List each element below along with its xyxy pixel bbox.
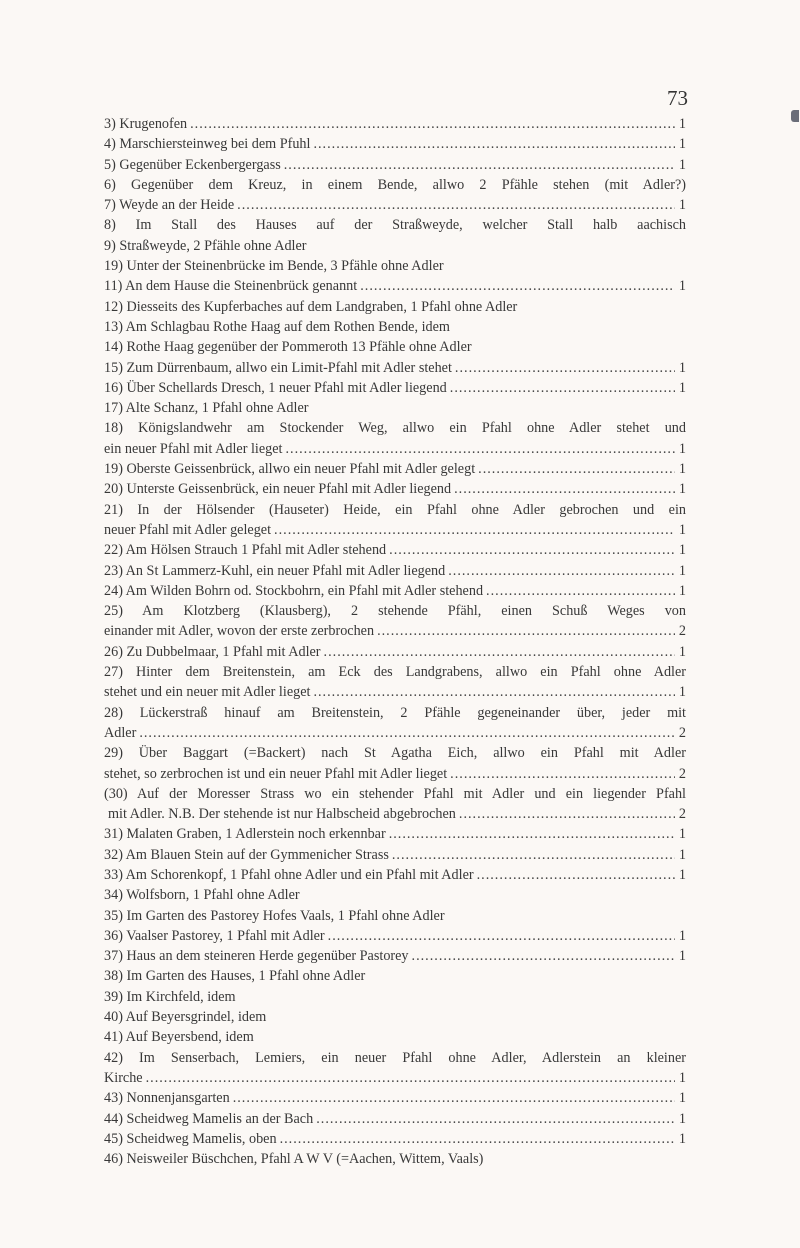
list-item	[104, 1007, 686, 1027]
page-edge-mark	[791, 110, 799, 122]
dot-leader	[448, 561, 675, 581]
list-item	[104, 987, 686, 1007]
list-item	[104, 926, 686, 946]
dot-leader	[477, 865, 675, 885]
entry-line	[104, 378, 686, 398]
dot-leader	[237, 195, 675, 215]
entry-text: 13) Am Schlagbau Rothe Haag auf dem Rothen Bende, idem	[104, 318, 450, 335]
entry-count: 2	[678, 623, 686, 640]
entry-text: 28) Lückerstraß hinauf am Breitenstein, 2 Pfähle gegeneinander über, jeder mit	[104, 704, 686, 721]
entry-line	[104, 561, 686, 581]
entry-line	[104, 256, 686, 276]
entry-line	[104, 1068, 686, 1088]
list-item	[104, 540, 686, 560]
entry-count: 1	[678, 684, 686, 701]
entry-count: 1	[678, 1090, 686, 1107]
entry-count: 1	[678, 927, 686, 944]
entry-text: 16) Über Schellards Dresch, 1 neuer Pfahl mit Adler liegend	[104, 379, 447, 396]
dot-leader	[389, 540, 675, 560]
dot-leader	[377, 621, 675, 641]
entry-text: stehet, so zerbrochen ist und ein neuer Pfahl mit Adler lieget	[104, 765, 448, 782]
list-item	[104, 561, 686, 581]
entry-count: 1	[678, 948, 686, 965]
entry-text: 39) Im Kirchfeld, idem	[104, 988, 236, 1005]
entry-text: 22) Am Hölsen Strauch 1 Pfahl mit Adler stehend	[104, 542, 387, 559]
list-item	[104, 398, 686, 418]
list-item	[104, 906, 686, 926]
entry-count: 1	[678, 521, 686, 538]
list-item	[104, 1109, 686, 1129]
entry-text: neuer Pfahl mit Adler geleget	[104, 521, 272, 538]
boundary-marker-list	[104, 114, 686, 1169]
entry-text: 26) Zu Dubbelmaar, 1 Pfahl mit Adler	[104, 643, 321, 660]
entry-line	[104, 337, 686, 357]
list-item	[104, 784, 686, 825]
dot-leader	[454, 479, 675, 499]
entry-line	[104, 155, 686, 175]
entry-text: 17) Alte Schanz, 1 Pfahl ohne Adler	[104, 400, 309, 417]
list-item	[104, 500, 686, 541]
entry-text: 4) Marschiersteinweg bei dem Pfuhl	[104, 136, 311, 153]
dot-leader	[233, 1088, 675, 1108]
entry-text: 40) Auf Beyersgrindel, idem	[104, 1009, 267, 1026]
entry-text: ein neuer Pfahl mit Adler lieget	[104, 440, 283, 457]
list-item	[104, 418, 686, 459]
entry-count: 1	[678, 826, 686, 843]
dot-leader	[412, 946, 675, 966]
entry-text: 11) An dem Hause die Steinenbrück genannt	[104, 278, 358, 295]
entry-text: 20) Unterste Geissenbrück, ein neuer Pfahl mit Adler liegend	[104, 481, 452, 498]
dot-leader	[450, 378, 675, 398]
dot-leader	[360, 276, 675, 296]
entry-text: 32) Am Blauen Stein auf der Gymmenicher Strass	[104, 846, 389, 863]
list-item	[104, 378, 686, 398]
entry-count: 1	[678, 379, 686, 396]
entry-line	[104, 703, 686, 723]
list-item	[104, 175, 686, 195]
entry-text: 19) Unter der Steinenbrücke im Bende, 3 Pfähle ohne Adler	[104, 258, 444, 275]
list-item	[104, 155, 686, 175]
entry-text: 44) Scheidweg Mamelis an der Bach	[104, 1110, 314, 1127]
list-item	[104, 824, 686, 844]
entry-text: mit Adler. N.B. Der stehende ist nur Halbscheid abgebrochen	[108, 806, 456, 823]
entry-text: 38) Im Garten des Hauses, 1 Pfahl ohne Adler	[104, 968, 366, 985]
entry-text: 27) Hinter dem Breitenstein, am Eck des Landgrabens, allwo ein Pfahl ohne Adler	[104, 664, 686, 681]
list-item	[104, 1027, 686, 1047]
list-item	[104, 1129, 686, 1149]
entry-line	[104, 317, 686, 337]
entry-count: 1	[678, 582, 686, 599]
list-item	[104, 601, 686, 642]
dot-leader	[284, 155, 675, 175]
list-item	[104, 1048, 686, 1089]
entry-count: 2	[678, 806, 686, 823]
entry-line	[104, 215, 686, 235]
entry-text: 35) Im Garten des Pastorey Hofes Vaals, 1 Pfahl ohne Adler	[104, 907, 445, 924]
entry-count: 1	[678, 643, 686, 660]
list-item	[104, 459, 686, 479]
list-item	[104, 885, 686, 905]
dot-leader	[274, 520, 675, 540]
entry-count: 1	[678, 1130, 686, 1147]
entry-text: 34) Wolfsborn, 1 Pfahl ohne Adler	[104, 887, 300, 904]
entry-text: 33) Am Schorenkopf, 1 Pfahl ohne Adler und ein Pfahl mit Adler	[104, 866, 474, 883]
entry-text: 18) Königslandwehr am Stockender Weg, allwo ein Pfahl ohne Adler stehet und	[104, 420, 686, 437]
dot-leader	[459, 804, 675, 824]
page-number: 73	[667, 86, 688, 110]
list-item	[104, 845, 686, 865]
entry-text: 5) Gegenüber Eckenbergergass	[104, 156, 281, 173]
dot-leader	[478, 459, 675, 479]
entry-count: 1	[678, 197, 686, 214]
entry-line	[104, 1007, 686, 1027]
entry-text: 37) Haus an dem steineren Herde gegenüber Pastorey	[104, 948, 409, 965]
entry-line	[104, 865, 686, 885]
entry-text: 36) Vaalser Pastorey, 1 Pfahl mit Adler	[104, 927, 325, 944]
list-item	[104, 114, 686, 134]
list-item	[104, 1149, 686, 1169]
entry-line	[104, 520, 686, 540]
entry-text: 43) Nonnenjansgarten	[104, 1090, 230, 1107]
dot-leader	[190, 114, 675, 134]
entry-line	[104, 946, 686, 966]
entry-text: 14) Rothe Haag gegenüber der Pommeroth 13 Pfähle ohne Adler	[104, 339, 472, 356]
list-item	[104, 276, 686, 296]
list-item	[104, 703, 686, 744]
entry-text: stehet und ein neuer mit Adler lieget	[104, 684, 311, 701]
entry-text: 9) Straßweyde, 2 Pfähle ohne Adler	[104, 237, 307, 254]
list-item	[104, 581, 686, 601]
dot-leader	[392, 845, 675, 865]
entry-text: 29) Über Baggart (=Backert) nach St Agatha Eich, allwo ein Pfahl mit Adler	[104, 745, 686, 762]
dot-leader	[316, 1109, 675, 1129]
dot-leader	[139, 723, 675, 743]
list-item	[104, 946, 686, 966]
entry-line	[104, 358, 686, 378]
entry-count: 1	[678, 866, 686, 883]
dot-leader	[324, 642, 675, 662]
entry-line	[104, 743, 686, 763]
entry-count: 1	[678, 1110, 686, 1127]
entry-line	[104, 236, 686, 256]
entry-count: 1	[678, 136, 686, 153]
entry-line	[104, 926, 686, 946]
entry-text: 8) Im Stall des Hauses auf der Straßweyde, welcher Stall halb aachisch	[104, 217, 686, 234]
entry-line	[104, 662, 686, 682]
entry-text: 31) Malaten Graben, 1 Adlerstein noch erkennbar	[104, 826, 386, 843]
entry-text: Kirche	[104, 1069, 143, 1086]
entry-line	[104, 439, 686, 459]
entry-line	[104, 581, 686, 601]
entry-line	[104, 784, 686, 804]
list-item	[104, 358, 686, 378]
entry-text: 41) Auf Beyersbend, idem	[104, 1029, 254, 1046]
entry-line	[104, 824, 686, 844]
dot-leader	[328, 926, 675, 946]
entry-count: 1	[678, 542, 686, 559]
dot-leader	[146, 1068, 675, 1088]
list-item	[104, 256, 686, 276]
entry-text: einander mit Adler, wovon der erste zerbrochen	[104, 623, 375, 640]
entry-line	[104, 885, 686, 905]
entry-text: Adler	[104, 724, 137, 741]
entry-text: 21) In der Hölsender (Hauseter) Heide, ein Pfahl ohne Adler gebrochen und ein	[104, 501, 686, 518]
entry-line	[104, 682, 686, 702]
entry-text: 42) Im Senserbach, Lemiers, ein neuer Pfahl ohne Adler, Adlerstein an kleiner	[104, 1049, 686, 1066]
list-item	[104, 642, 686, 662]
entry-text: 19) Oberste Geissenbrück, allwo ein neuer Pfahl mit Adler gelegt	[104, 461, 476, 478]
list-item	[104, 966, 686, 986]
list-item	[104, 215, 686, 235]
list-item	[104, 743, 686, 784]
entry-text: 23) An St Lammerz-Kuhl, ein neuer Pfahl mit Adler liegend	[104, 562, 446, 579]
entry-count: 1	[678, 359, 686, 376]
entry-text: (30) Auf der Moresser Strass wo ein stehender Pfahl mit Adler und ein liegender Pfahl	[104, 785, 686, 802]
list-item	[104, 662, 686, 703]
entry-line	[104, 500, 686, 520]
entry-count: 2	[678, 724, 686, 741]
entry-line	[104, 175, 686, 195]
entry-line	[104, 966, 686, 986]
entry-count: 1	[678, 562, 686, 579]
entry-line	[104, 621, 686, 641]
entry-count: 1	[678, 278, 686, 295]
entry-line	[104, 1109, 686, 1129]
entry-line	[104, 601, 686, 621]
dot-leader	[450, 764, 675, 784]
entry-count: 2	[678, 765, 686, 782]
entry-text: 7) Weyde an der Heide	[104, 197, 235, 214]
entry-text: 15) Zum Dürrenbaum, allwo ein Limit-Pfahl mit Adler stehet	[104, 359, 452, 376]
dot-leader	[280, 1129, 675, 1149]
entry-line	[104, 804, 686, 824]
list-item	[104, 134, 686, 154]
entry-line	[104, 114, 686, 134]
dot-leader	[486, 581, 675, 601]
list-item	[104, 317, 686, 337]
entry-text: 3) Krugenofen	[104, 116, 188, 132]
list-item	[104, 195, 686, 215]
entry-line	[104, 1129, 686, 1149]
entry-line	[104, 845, 686, 865]
entry-text: 12) Diesseits des Kupferbaches auf dem Landgraben, 1 Pfahl ohne Adler	[104, 298, 518, 315]
entry-text: 24) Am Wilden Bohrn od. Stockbohrn, ein Pfahl mit Adler stehend	[104, 582, 484, 599]
list-item	[104, 1088, 686, 1108]
entry-line	[104, 1048, 686, 1068]
entry-line	[104, 459, 686, 479]
entry-count: 1	[678, 846, 686, 863]
dot-leader	[389, 824, 675, 844]
entry-line	[104, 540, 686, 560]
entry-text: 45) Scheidweg Mamelis, oben	[104, 1130, 277, 1147]
list-item	[104, 297, 686, 317]
entry-count: 1	[678, 481, 686, 498]
entry-text: 46) Neisweiler Büschchen, Pfahl A W V (=Aachen, Wittem, Vaals)	[104, 1151, 484, 1168]
entry-count: 1	[678, 461, 686, 478]
list-item	[104, 236, 686, 256]
entry-text: 6) Gegenüber dem Kreuz, in einem Bende, allwo 2 Pfähle stehen (mit Adler?)	[104, 176, 686, 193]
entry-line	[104, 134, 686, 154]
entry-count: 1	[678, 116, 686, 132]
entry-line	[104, 642, 686, 662]
dot-leader	[455, 358, 675, 378]
entry-line	[104, 479, 686, 499]
entry-line	[104, 1027, 686, 1047]
entry-line	[104, 276, 686, 296]
dot-leader	[313, 682, 675, 702]
list-item	[104, 865, 686, 885]
entry-line	[104, 1088, 686, 1108]
entry-line	[104, 195, 686, 215]
entry-line	[104, 1149, 686, 1169]
dot-leader	[313, 134, 675, 154]
entry-count: 1	[678, 1069, 686, 1086]
list-item	[104, 337, 686, 357]
entry-line	[104, 398, 686, 418]
entry-line	[104, 297, 686, 317]
entry-line	[104, 418, 686, 438]
entry-line	[104, 723, 686, 743]
entry-count: 1	[678, 440, 686, 457]
entry-line	[104, 906, 686, 926]
entry-text: 25) Am Klotzberg (Klausberg), 2 stehende Pfähl, einen Schuß Weges von	[104, 603, 686, 620]
entry-line	[104, 764, 686, 784]
entry-line	[104, 987, 686, 1007]
entry-count: 1	[678, 156, 686, 173]
dot-leader	[285, 439, 675, 459]
list-item	[104, 479, 686, 499]
